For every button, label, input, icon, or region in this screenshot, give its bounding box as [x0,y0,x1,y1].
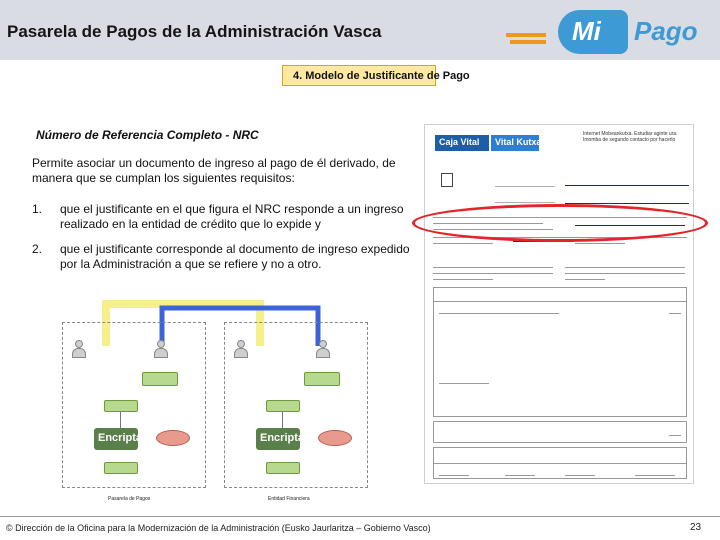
logo-mi-text: Mi [572,16,601,46]
requirement-text: que el justificante corresponde al documento de ingreso expedido por la Administración a que se refiere y no a otro. [60,242,410,271]
receipt-rule [439,475,469,476]
receipt-rule [565,279,605,280]
nrc-highlight-ring [412,204,708,242]
section-heading: Número de Referencia Completo - NRC [36,128,259,142]
receipt-value-line [565,185,689,186]
person-icon [152,340,170,358]
section-banner-label: 4. Modelo de Justificante de Pago [293,70,470,82]
diagram-step-box [104,400,138,412]
header-bar [0,0,720,60]
logo-pago-text: Pago [634,16,698,46]
receipt-rule [505,475,535,476]
diagram-bubble [318,430,352,446]
person-icon [314,340,332,358]
logo-mi-badge [558,10,628,54]
receipt-field [495,189,555,203]
receipt-rule [669,313,681,314]
receipt-rule [565,475,595,476]
receipt-rule [565,267,685,268]
receipt-rule [433,273,553,274]
intro-paragraph: Permite asociar un documento de ingreso al pago de él derivado, de manera que se cumplan los siguientes requisitos: [32,156,396,185]
encrypt-block-right [256,428,309,450]
mipago-logo [558,10,710,54]
encrypt-block-left [94,428,147,450]
bank-logo-left: Caja Vital [435,135,489,151]
receipt-rule [433,243,493,244]
person-icon [232,340,250,358]
receipt-rule [635,475,675,476]
diagram-step-box [266,462,300,474]
requirement-text: que el justificante en el que figura el NRC responde a un ingreso realizado en la entidad de crédito que lo expide y [60,202,404,231]
receipt-rule [439,313,559,314]
page-title: Pasarela de Pagos de la Administración Vasca [7,22,382,41]
diagram-step-box [142,372,178,386]
diagram-connector [282,412,283,428]
receipt-rule [433,267,553,268]
logo-dash-left-2 [510,40,546,44]
encrypt-label: Encriptar [98,432,147,444]
government-crest-icon [441,173,489,195]
footer-divider [0,516,720,517]
receipt-rule [669,435,681,436]
receipt-rule [433,301,687,302]
diagram-step-box [104,462,138,474]
receipt-note: Internet Mobeankutxa. Estudiar aginte ura. Imomba de segundo contacto por hacerlo [583,131,678,143]
receipt-field [495,173,555,187]
footer-text: © Dirección de la Oficina para la Modernización de la Administración (Eusko Jaurlaritza – Gobierno Vasco) [6,523,431,533]
person-icon [70,340,88,358]
diagram-step-box [304,372,340,386]
encrypt-label: Encriptar [260,432,309,444]
diagram-caption-right: Entidad Financiera [268,496,310,502]
receipt-rule [575,243,625,244]
requirement-number: 2. [32,242,43,256]
diagram-caption-left: Pasarela de Pagos [108,496,151,502]
diagram-connector [120,412,121,428]
bank-logo [435,135,542,151]
page-number: 23 [690,522,702,533]
receipt-rule [439,383,489,384]
receipt-rule [433,279,493,280]
requirement-number: 1. [32,202,43,216]
section-banner [282,65,470,86]
receipt-total-box [433,421,687,443]
receipt-rule [433,463,687,464]
process-diagram [56,300,400,510]
diagram-step-box [266,400,300,412]
receipt-preview [424,124,694,484]
bank-logo-right: Vital Kutxa [491,135,539,151]
logo-dash-left [506,33,546,37]
receipt-rule [565,273,685,274]
receipt-concept-box [433,287,687,417]
diagram-bubble [156,430,190,446]
